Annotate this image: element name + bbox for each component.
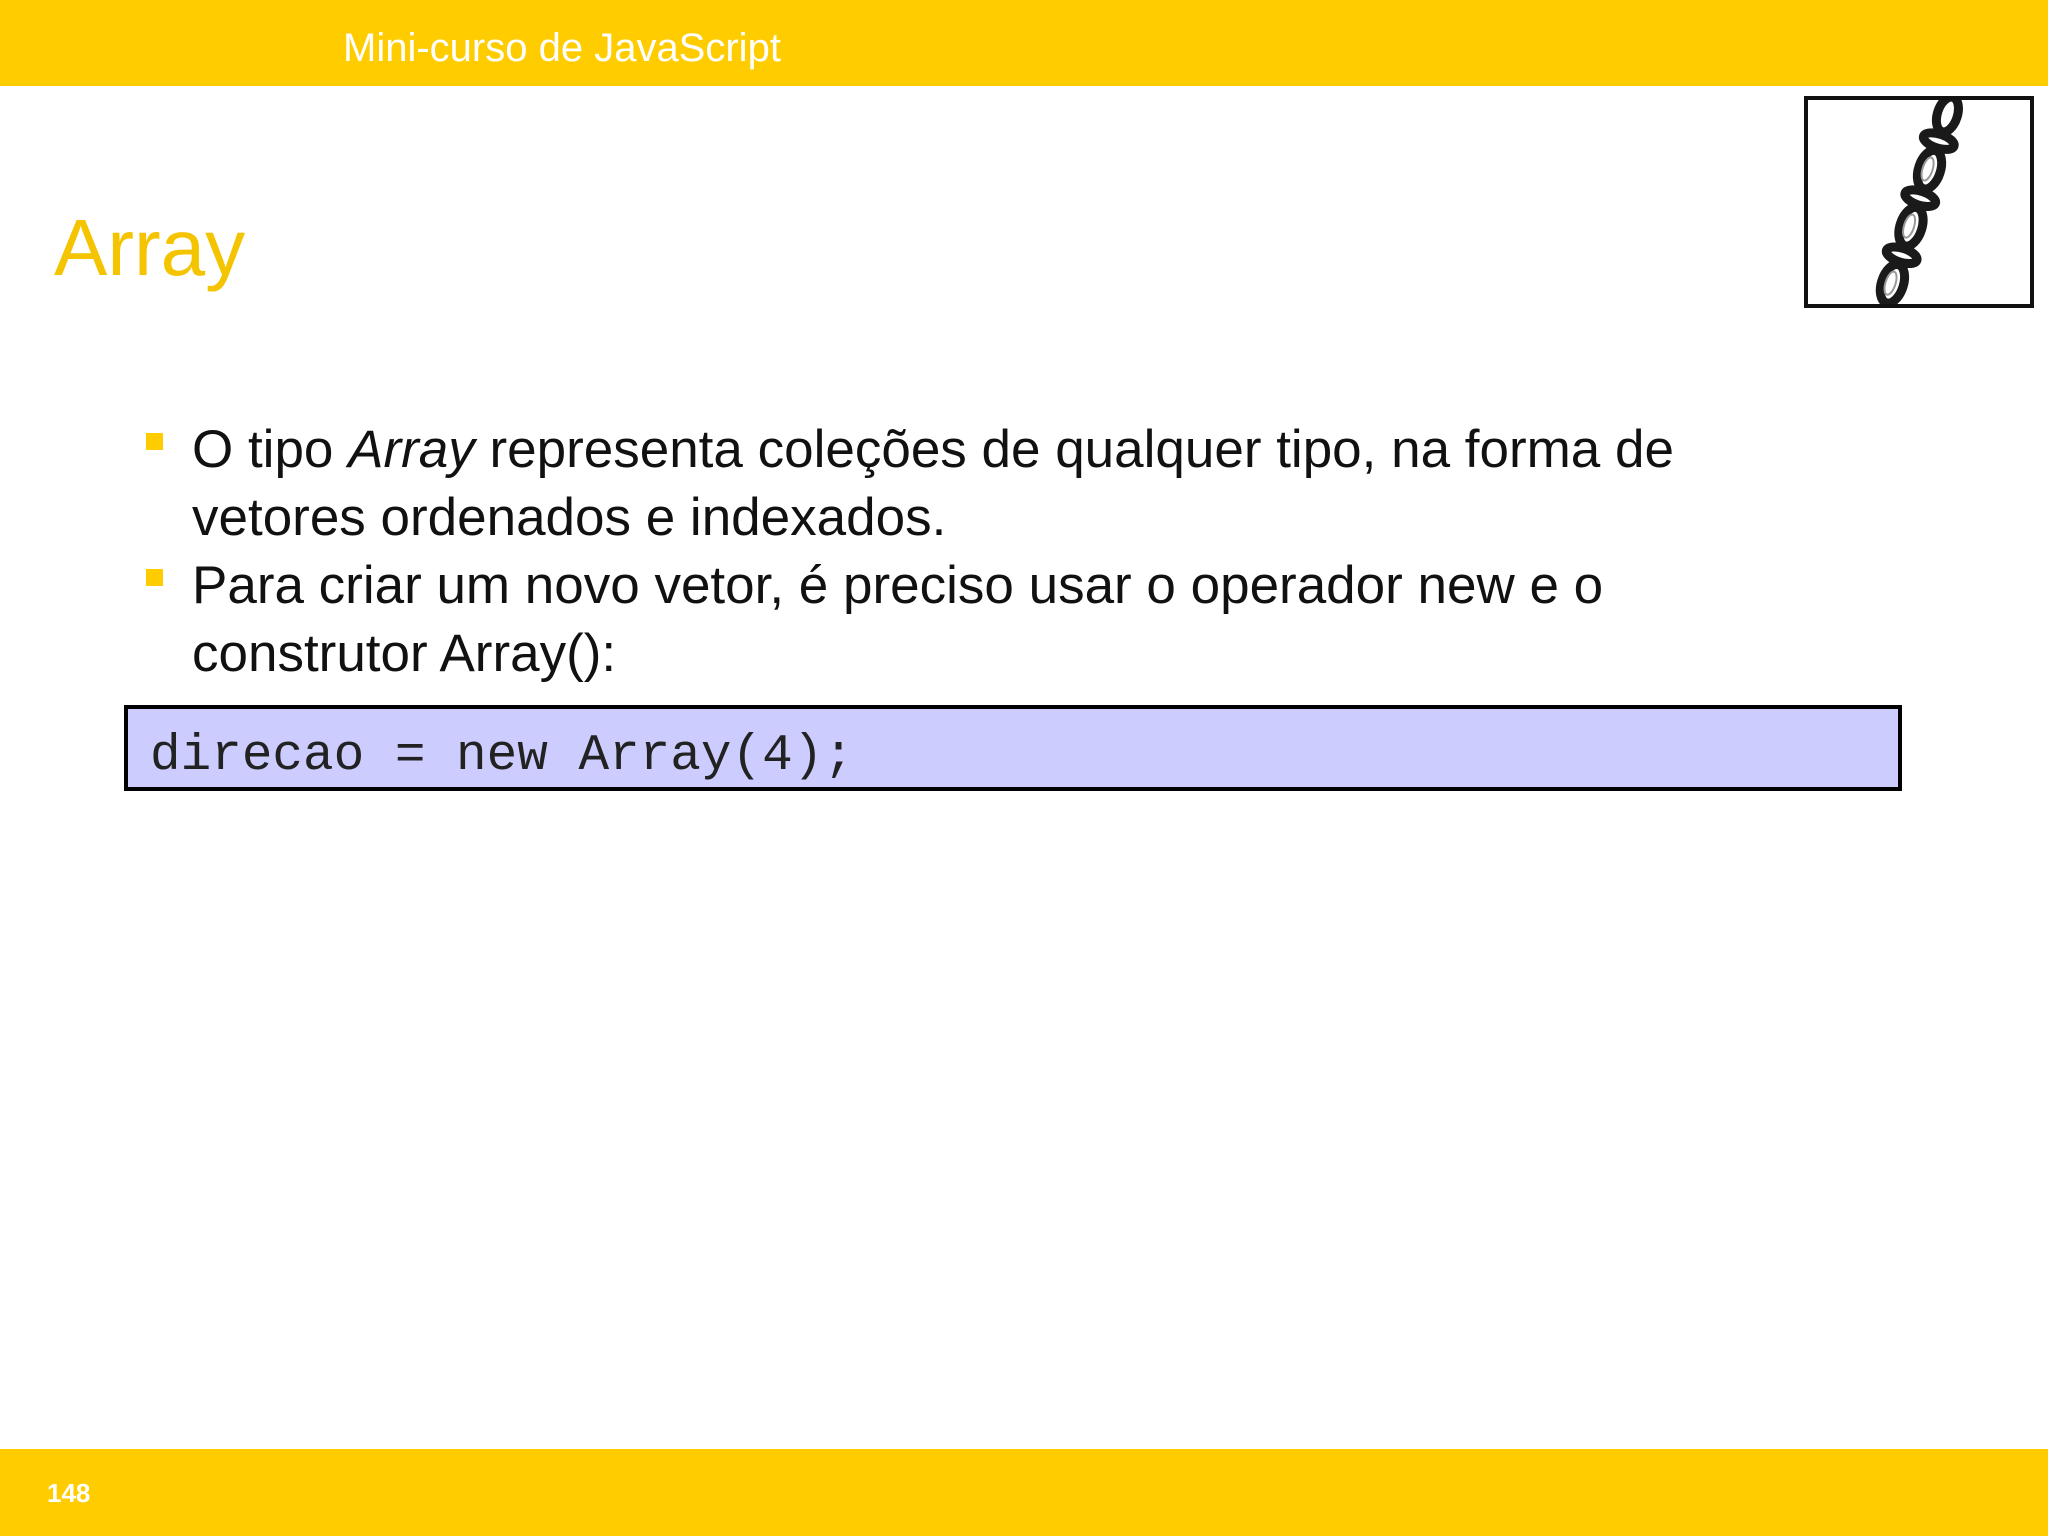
bullet-text: Para criar um novo vetor, é preciso usar o operador new e o construtor Array(): bbox=[192, 556, 1604, 683]
bullet-text: representa coleções de qualquer tipo, na forma de vetores ordenados e indexados. bbox=[192, 420, 1674, 547]
code-block bbox=[124, 705, 1902, 791]
header-bar bbox=[0, 0, 2048, 86]
footer-bar bbox=[0, 1449, 2048, 1536]
chain-icon bbox=[1808, 100, 2030, 304]
bullet-item bbox=[140, 552, 1840, 688]
bullet-marker bbox=[146, 433, 163, 450]
code-text: direcao = new Array(4); bbox=[150, 728, 854, 785]
course-title: Mini-curso de JavaScript bbox=[343, 26, 781, 70]
slide-title: Array bbox=[54, 203, 246, 292]
bullet-list bbox=[140, 416, 1840, 688]
bullet-text-italic: Array bbox=[348, 420, 475, 479]
page-number: 148 bbox=[47, 1478, 91, 1508]
bullet-item bbox=[140, 416, 1840, 552]
chain-image-frame bbox=[1804, 96, 2034, 308]
bullet-text: O tipo bbox=[192, 420, 349, 479]
bullet-marker bbox=[146, 569, 163, 586]
